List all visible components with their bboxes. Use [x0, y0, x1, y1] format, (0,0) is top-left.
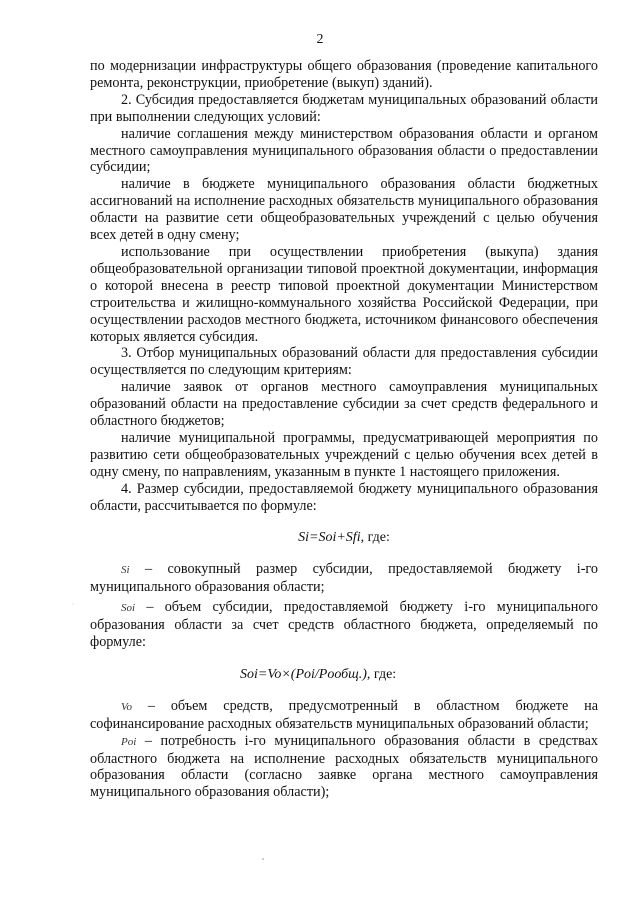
paragraph-criterion-applications: наличие заявок от органов местного самоуправления муниципальных образований области на предоставление субсидии за счет средств федерального и областного бюджетов; [90, 379, 598, 430]
paragraph-continuation: по модернизации инфраструктуры общего образования (проведение капитального ремонта, реконструкции, приобретение (выкуп) зданий). [90, 58, 598, 91]
definition-poi [90, 733, 598, 802]
definition-text: – совокупный размер субсидии, предоставляемой бюджету i-го муниципального образования области; [90, 561, 598, 596]
formula-suffix: , где: [366, 666, 397, 682]
formula-expression: Si=Soi+Sfi [298, 530, 361, 546]
page-number: 2 [316, 32, 324, 47]
definition-vo [90, 698, 598, 733]
paragraph-condition-agreement: наличие соглашения между министерством образования области и органом местного самоуправления муниципального образования области о предоставлении субсидии; [90, 125, 598, 176]
definition-symbol: Poi [121, 735, 137, 748]
definition-si [90, 561, 598, 596]
formula-regional-subsidy [240, 667, 598, 684]
definition-text: – потребность i-го муниципального образования области в средствах областного бюджета на исполнение расходных обязательств муниципального образования области (согласно заявке органа местного самоуправления муниципального образования области); [90, 732, 598, 801]
scan-dot: ° [262, 858, 265, 864]
paragraph-criterion-program: наличие муниципальной программы, предусматривающей мероприятия по развитию сети общеобразовательных учреждений с целью обучения всех детей в одну смену, по направлениям, указанным в пункте 1 настоящего приложения. [90, 429, 598, 480]
definition-symbol: Vo [121, 700, 132, 713]
paragraph-item-2: 2. Субсидия предоставляется бюджетам муниципальных образований области при выполнении следующих условий: [90, 91, 598, 125]
paragraph-item-3: 3. Отбор муниципальных образований области для предоставления субсидии осуществляется по следующим критериям: [90, 345, 598, 379]
paragraph-condition-documentation: использование при осуществлении приобретения (выкупа) здания общеобразовательной организации типовой проектной документации, информация о которой внесена в реестр типовой проектной документации Министерством строительства и жилищно-коммунального хозяйства Российской Федерации, при осуществлении расходов местного бюджета, источником финансового обеспечения которых является субсидия. [90, 243, 598, 345]
paragraph-item-4: 4. Размер субсидии, предоставляемой бюджету муниципального образования области, рассчитывается по формуле: [90, 480, 598, 514]
formula-total-subsidy [90, 530, 598, 547]
definition-symbol: Soi [121, 602, 136, 615]
document-body [90, 58, 598, 801]
scan-dot: · [72, 602, 74, 608]
definition-text: – объем субсидии, предоставляемой бюджету i-го муниципального образования области за счет средств областного бюджета, определяемый по формуле: [90, 599, 598, 650]
formula-suffix: , где: [360, 530, 390, 546]
paragraph-condition-budget: наличие в бюджете муниципального образования области бюджетных ассигнований на исполнение расходных обязательств муниципального образования области на развитие сети общеобразовательных учреждений с целью обучения всех детей в одну смену; [90, 176, 598, 244]
definition-text: – объем средств, предусмотренный в областном бюджете на софинансирование расходных обязательств муниципальных образований области; [90, 697, 598, 732]
definition-symbol: Si [121, 564, 130, 577]
definition-soi [90, 599, 598, 651]
formula-expression: Soi=Vo×(Poi/Pообщ.) [240, 666, 367, 682]
